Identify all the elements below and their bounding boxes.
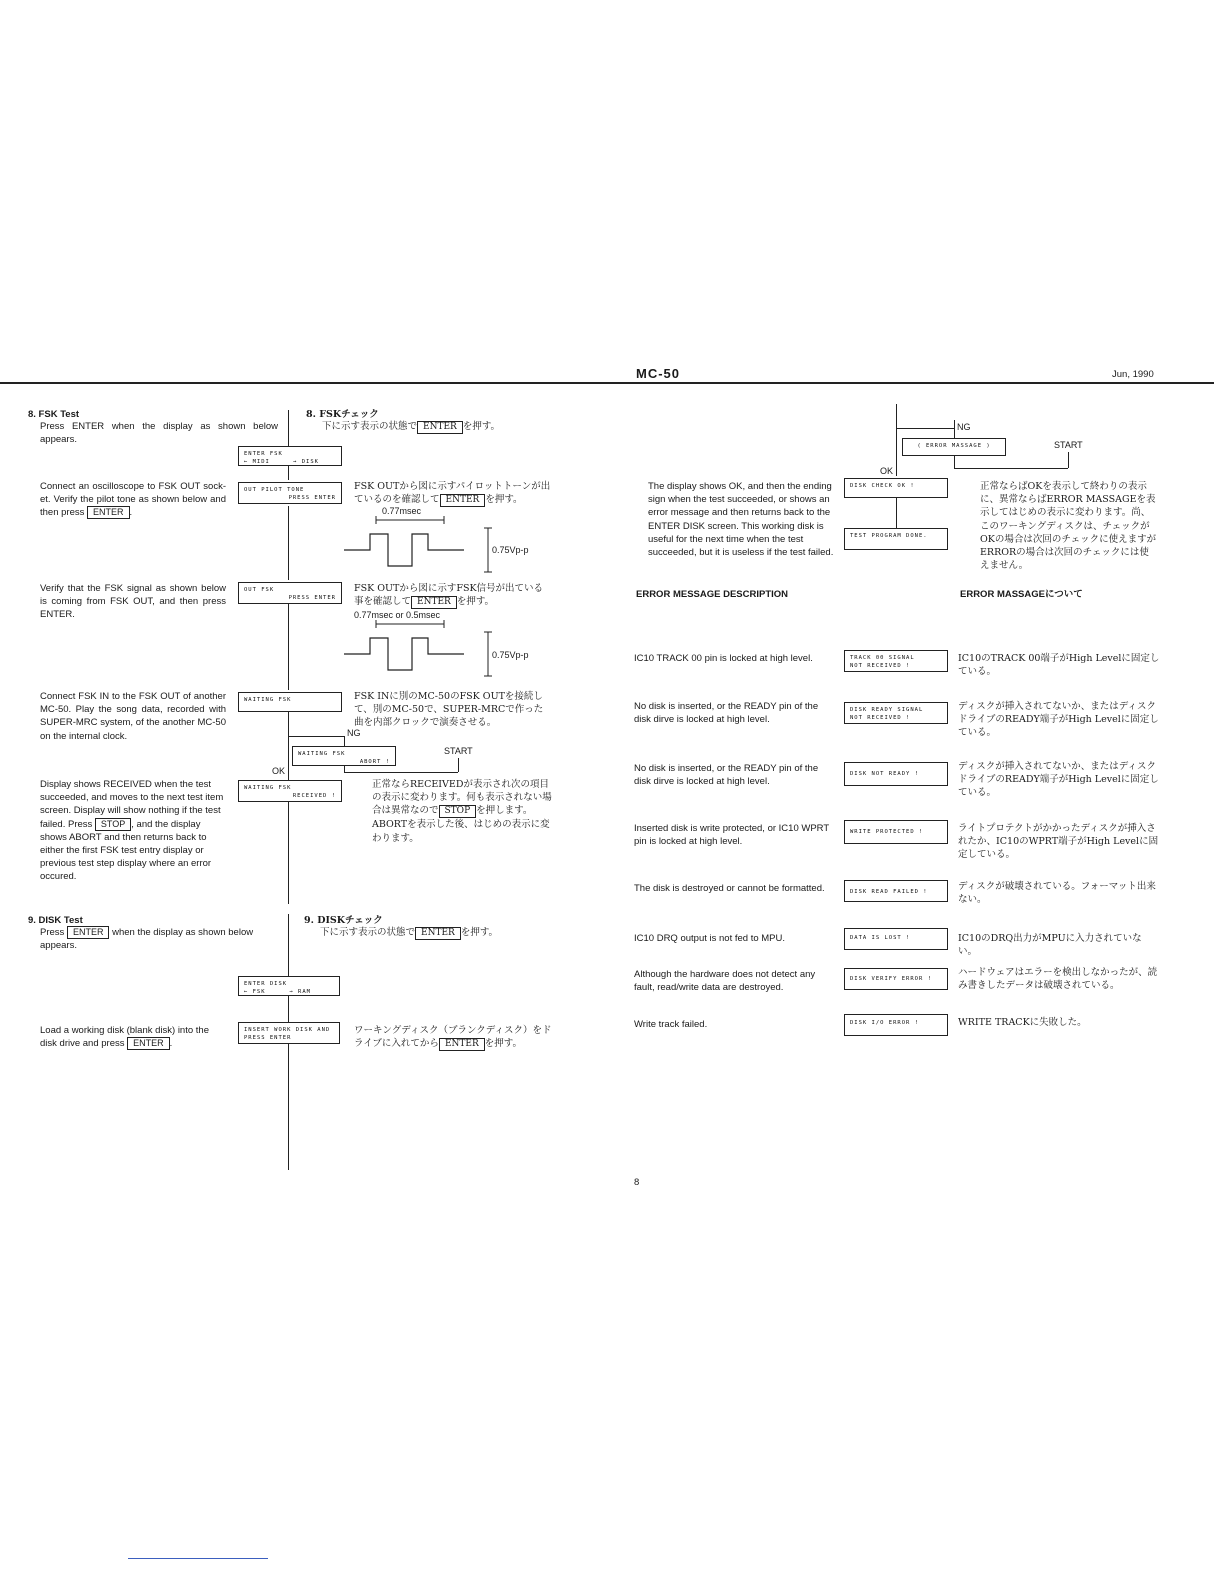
- error-lcd: DISK NOT READY !: [844, 762, 948, 786]
- lcd-waiting-fsk-received: WAITING FSK RECEIVED !: [238, 780, 342, 802]
- model-title: MC-50: [636, 366, 681, 381]
- right-ng-label: NG: [957, 422, 971, 432]
- disk-title: 9. DISK Test: [28, 915, 83, 926]
- flow-line-fsk-5: [288, 712, 289, 746]
- flow-line-fsk-4: [288, 604, 289, 690]
- fsk-start-label: START: [444, 746, 473, 756]
- lcd-enter-fsk: ENTER FSK ← MIDI → DISK: [238, 446, 342, 466]
- lcd-insert-work-disk: INSERT WORK DISK AND PRESS ENTER: [238, 1022, 340, 1044]
- flow-line-fsk-3: [288, 506, 289, 580]
- fsk-step3: Verify that the FSK signal as shown below is coming from FSK OUT, and then press ENTER.: [40, 583, 226, 621]
- start-return-h: [344, 772, 458, 773]
- header-rule: [0, 382, 1214, 384]
- fsk-title-jp: 8. FSKチェック: [306, 409, 379, 420]
- ng-branch-down: [344, 736, 345, 746]
- lcd-out-pilot-tone: OUT PILOT TONE PRESS ENTER: [238, 482, 342, 504]
- lcd-enter-disk: ENTER DISK ← FSK → RAM: [238, 976, 340, 996]
- lcd-out-fsk: OUT FSK PRESS ENTER: [238, 582, 342, 604]
- error-heading: ERROR MESSAGE DESCRIPTION: [636, 589, 789, 600]
- right-ng-down: [954, 420, 955, 438]
- fsk-step4-jp: FSK INに別のMC-50のFSK OUTを接続して、別のMC-50で、SUPER-MRCで作った曲を内部クロックで演奏させる。: [354, 691, 544, 729]
- start-return-line: [458, 758, 459, 772]
- fsk-intro-jp: 下に示す表示の状態で ENTER を押す。: [322, 421, 501, 432]
- lcd-test-program-done: TEST PROGRAM DONE.: [844, 528, 948, 550]
- right-ok-label: OK: [880, 466, 894, 476]
- right-ng-branch: [896, 428, 954, 429]
- flow-line-disk: [288, 914, 289, 976]
- error-lcd: WRITE PROTECTED !: [844, 820, 948, 844]
- right-start-label: START: [1054, 440, 1083, 450]
- fsk-ng-label: NG: [347, 728, 361, 738]
- flow-line-fsk-2: [288, 466, 289, 480]
- right-flow-text-jp: 正常ならばOKを表示して終わりの表示に、異常ならばERROR MASSAGEを表示してはじめの表示に変わります。尚、このワーキングディスクは、チェックがOKの場合は次回のチェックに使えますがERRORの場合は次回のチェックには使えません。: [980, 481, 1157, 572]
- flow-line-disk-2: [288, 996, 289, 1022]
- wave2-period-label: 0.77msec or 0.5msec: [354, 610, 441, 620]
- error-lcd: DATA IS LOST !: [844, 928, 948, 950]
- lcd-error-massage: ( ERROR MASSAGE ): [902, 438, 1006, 456]
- disk-step2: Load a working disk (blank disk) into the disk drive and press ENTER .: [40, 1025, 209, 1050]
- fsk-step2-jp: FSK OUTから図に示すパイロットトーンが出ているのを確認して ENTER を押す。: [354, 481, 551, 506]
- disk-intro: Press ENTER when the display as shown below appears.: [40, 927, 254, 952]
- lcd-waiting-fsk-abort: WAITING FSK ABORT !: [292, 746, 396, 766]
- lcd-disk-check-ok: DISK CHECK OK !: [844, 478, 948, 498]
- flow-line-fsk: [288, 410, 289, 446]
- right-error-down: [954, 456, 955, 468]
- fsk-step2: Connect an oscilloscope to FSK OUT sock-et. Verify the pilot tone as shown below and then press ENTER .: [40, 481, 226, 519]
- right-start-h: [954, 468, 1068, 469]
- disk-intro-jp: 下に示す表示の状態で ENTER を押す。: [320, 927, 499, 938]
- right-start-up: [1068, 452, 1069, 468]
- enter-key: ENTER: [417, 421, 463, 434]
- lcd-waiting-fsk: WAITING FSK: [238, 692, 342, 712]
- fsk-ok-label: OK: [272, 766, 286, 776]
- error-lcd: DISK I/O ERROR !: [844, 1014, 948, 1036]
- right-flow-mid: [896, 498, 897, 528]
- disk-step2-jp: ワーキングディスク（ブランクディスク）をドライブに入れてから ENTER を押す。: [354, 1025, 552, 1050]
- wave1-period-label: 0.77msec: [382, 506, 422, 516]
- fsk-step5: Display shows RECEIVED when the test succeeded, and moves to the next test item screen. Display will show nothing if the test failed. Press STOP , and the display shows ABORT and then returns back to either the first FSK test entry display or previous test step display where an error occured.: [40, 779, 224, 883]
- fsk-intro: Press ENTER when the display as shown below appears.: [40, 421, 278, 446]
- page-number: 8: [634, 1177, 640, 1188]
- wave1-amp-label: 0.75Vp-p: [492, 545, 529, 555]
- error-lcd: DISK READY SIGNAL NOT RECEIVED !: [844, 702, 948, 724]
- error-heading-jp: ERROR MASSAGEについて: [960, 589, 1083, 600]
- ng-branch: [288, 736, 344, 737]
- abort-down: [344, 766, 345, 772]
- disk-title-jp: 9. DISKチェック: [304, 915, 383, 926]
- wave2-amp-label: 0.75Vp-p: [492, 650, 529, 660]
- right-flow-top: [896, 404, 897, 476]
- fsk-step3-jp: FSK OUTから図に示すFSK信号が出ている事を確認して ENTER を押す。: [354, 583, 544, 608]
- flow-line-disk-3: [288, 1044, 289, 1170]
- right-flow-text: The display shows OK, and then the ending sign when the test succeeded, or shows an error message and then returns back to the ENTER DISK screen. This working disk is useful for the next time when the test succeeded, but it is useless if the test failed.: [648, 481, 834, 559]
- error-lcd: DISK VERIFY ERROR !: [844, 968, 948, 990]
- fsk-title: 8. FSK Test: [28, 409, 80, 420]
- fsk-step4: Connect FSK IN to the FSK OUT of another MC-50. Play the song data, recorded with SUPER-MRC system, of the another MC-50 on the internal clock.: [40, 691, 226, 742]
- error-lcd: DISK READ FAILED !: [844, 880, 948, 902]
- flow-line-fsk-7: [288, 802, 289, 904]
- footer-rule: [128, 1558, 268, 1559]
- fsk-step5-jp: 正常ならRECEIVEDが表示され次の項目の表示に変わります。何も表示されない場合は異常なので STOP を押します。ABORTを表示した後、はじめの表示に変わります。: [372, 779, 552, 844]
- flow-line-fsk-6: [288, 746, 289, 780]
- error-lcd: TRACK 00 SIGNAL NOT RECEIVED !: [844, 650, 948, 672]
- header-date: Jun, 1990: [1112, 369, 1154, 380]
